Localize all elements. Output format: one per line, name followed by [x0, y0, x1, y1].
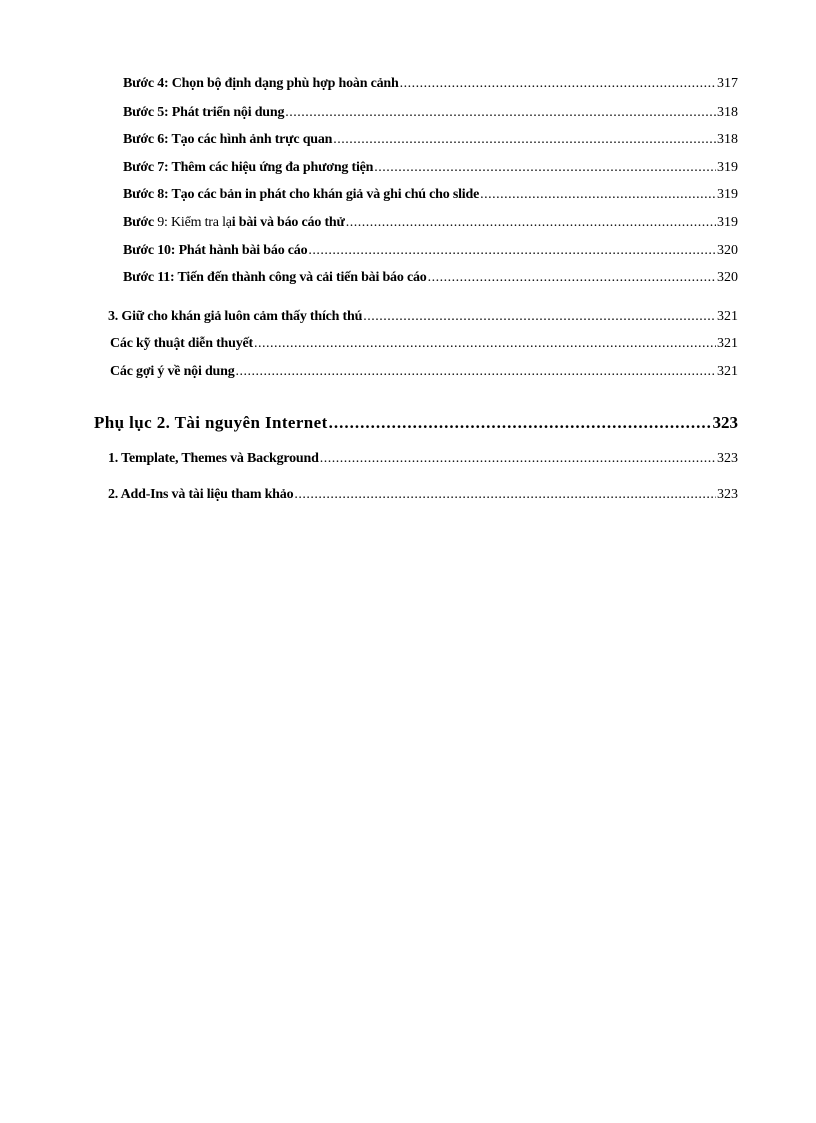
toc-entry-title: Các kỹ thuật diễn thuyết	[110, 336, 253, 351]
dot-leader	[400, 75, 716, 93]
toc-entry-title: Phụ lục 2. Tài nguyên Internet	[94, 413, 328, 432]
toc-entry-title: Các gợi ý về nội dung	[110, 364, 235, 379]
dot-leader	[480, 186, 716, 204]
toc-entry-title: 3. Giữ cho khán giả luôn cảm thấy thích thú	[108, 309, 363, 324]
toc-entry-title: Bước 6: Tạo các hình ảnh trực quan	[123, 132, 333, 147]
toc-page-number: 318	[717, 132, 738, 147]
dot-leader	[285, 104, 716, 122]
toc-appendix-2[interactable]	[94, 412, 738, 434]
dot-leader	[320, 450, 716, 468]
toc-entry-step-11[interactable]	[123, 269, 738, 287]
toc-page-number: 321	[717, 364, 738, 379]
toc-page-number: 319	[717, 215, 738, 230]
toc-page-number: 323	[712, 413, 738, 432]
toc-entry-step-4[interactable]	[123, 75, 738, 93]
toc-entry-title: Bước 7: Thêm các hiệu ứng đa phương tiện	[123, 160, 374, 175]
toc-appendix-item-1[interactable]	[108, 450, 738, 468]
toc-entry-content-tips[interactable]	[110, 363, 738, 381]
dot-leader	[308, 242, 716, 260]
toc-entry-title-part: 9: Kiểm tra lạ	[157, 215, 232, 230]
toc-entry-title: Bước 5: Phát triển nội dung	[123, 105, 285, 120]
toc-page-number: 321	[717, 309, 738, 324]
dot-leader	[346, 214, 716, 232]
toc-appendix-item-2[interactable]	[108, 486, 738, 504]
toc-page-number: 317	[717, 76, 738, 91]
toc-entry-step-9[interactable]	[123, 214, 738, 232]
toc-entry-title: Bước 8: Tạo các bản in phát cho khán giả và ghi chú cho slide	[123, 187, 480, 202]
dot-leader	[374, 159, 716, 177]
toc-entry-speaking-techniques[interactable]	[110, 335, 738, 353]
dot-leader	[254, 335, 716, 353]
dot-leader	[428, 269, 716, 287]
dot-leader	[333, 131, 716, 149]
dot-leader	[236, 363, 716, 381]
toc-entry-title: Bước 10: Phát hành bài báo cáo	[123, 243, 308, 258]
dot-leader	[329, 412, 712, 434]
toc-entry-step-6[interactable]	[123, 131, 738, 149]
toc-entry-step-10[interactable]	[123, 242, 738, 260]
toc-entry-title: 1. Template, Themes và Background	[108, 451, 319, 466]
toc-page-number: 321	[717, 336, 738, 351]
toc-page-number: 319	[717, 187, 738, 202]
toc-page-number: 320	[717, 270, 738, 285]
toc-entry-step-7[interactable]	[123, 159, 738, 177]
dot-leader	[363, 308, 716, 326]
toc-section-3[interactable]	[108, 308, 738, 326]
toc-entry-title: Bước 4: Chọn bộ định dạng phù hợp hoàn cảnh	[123, 76, 399, 91]
toc-page-number: 319	[717, 160, 738, 175]
toc-entry-title	[123, 214, 345, 232]
toc-page-number: 323	[717, 487, 738, 502]
toc-entry-title-part: i bài và báo cáo thử	[231, 215, 345, 230]
toc-page-number: 318	[717, 105, 738, 120]
toc-entry-step-8[interactable]	[123, 186, 738, 204]
dot-leader	[294, 486, 716, 504]
toc-entry-title-part: Bước	[123, 215, 158, 230]
toc-page-number: 320	[717, 243, 738, 258]
toc-entry-title: 2. Add-Ins và tài liệu tham khảo	[108, 487, 294, 502]
toc-entry-step-5[interactable]	[123, 104, 738, 122]
toc-page-number: 323	[717, 451, 738, 466]
toc-entry-title: Bước 11: Tiến đến thành công và cải tiến bài báo cáo	[123, 270, 427, 285]
